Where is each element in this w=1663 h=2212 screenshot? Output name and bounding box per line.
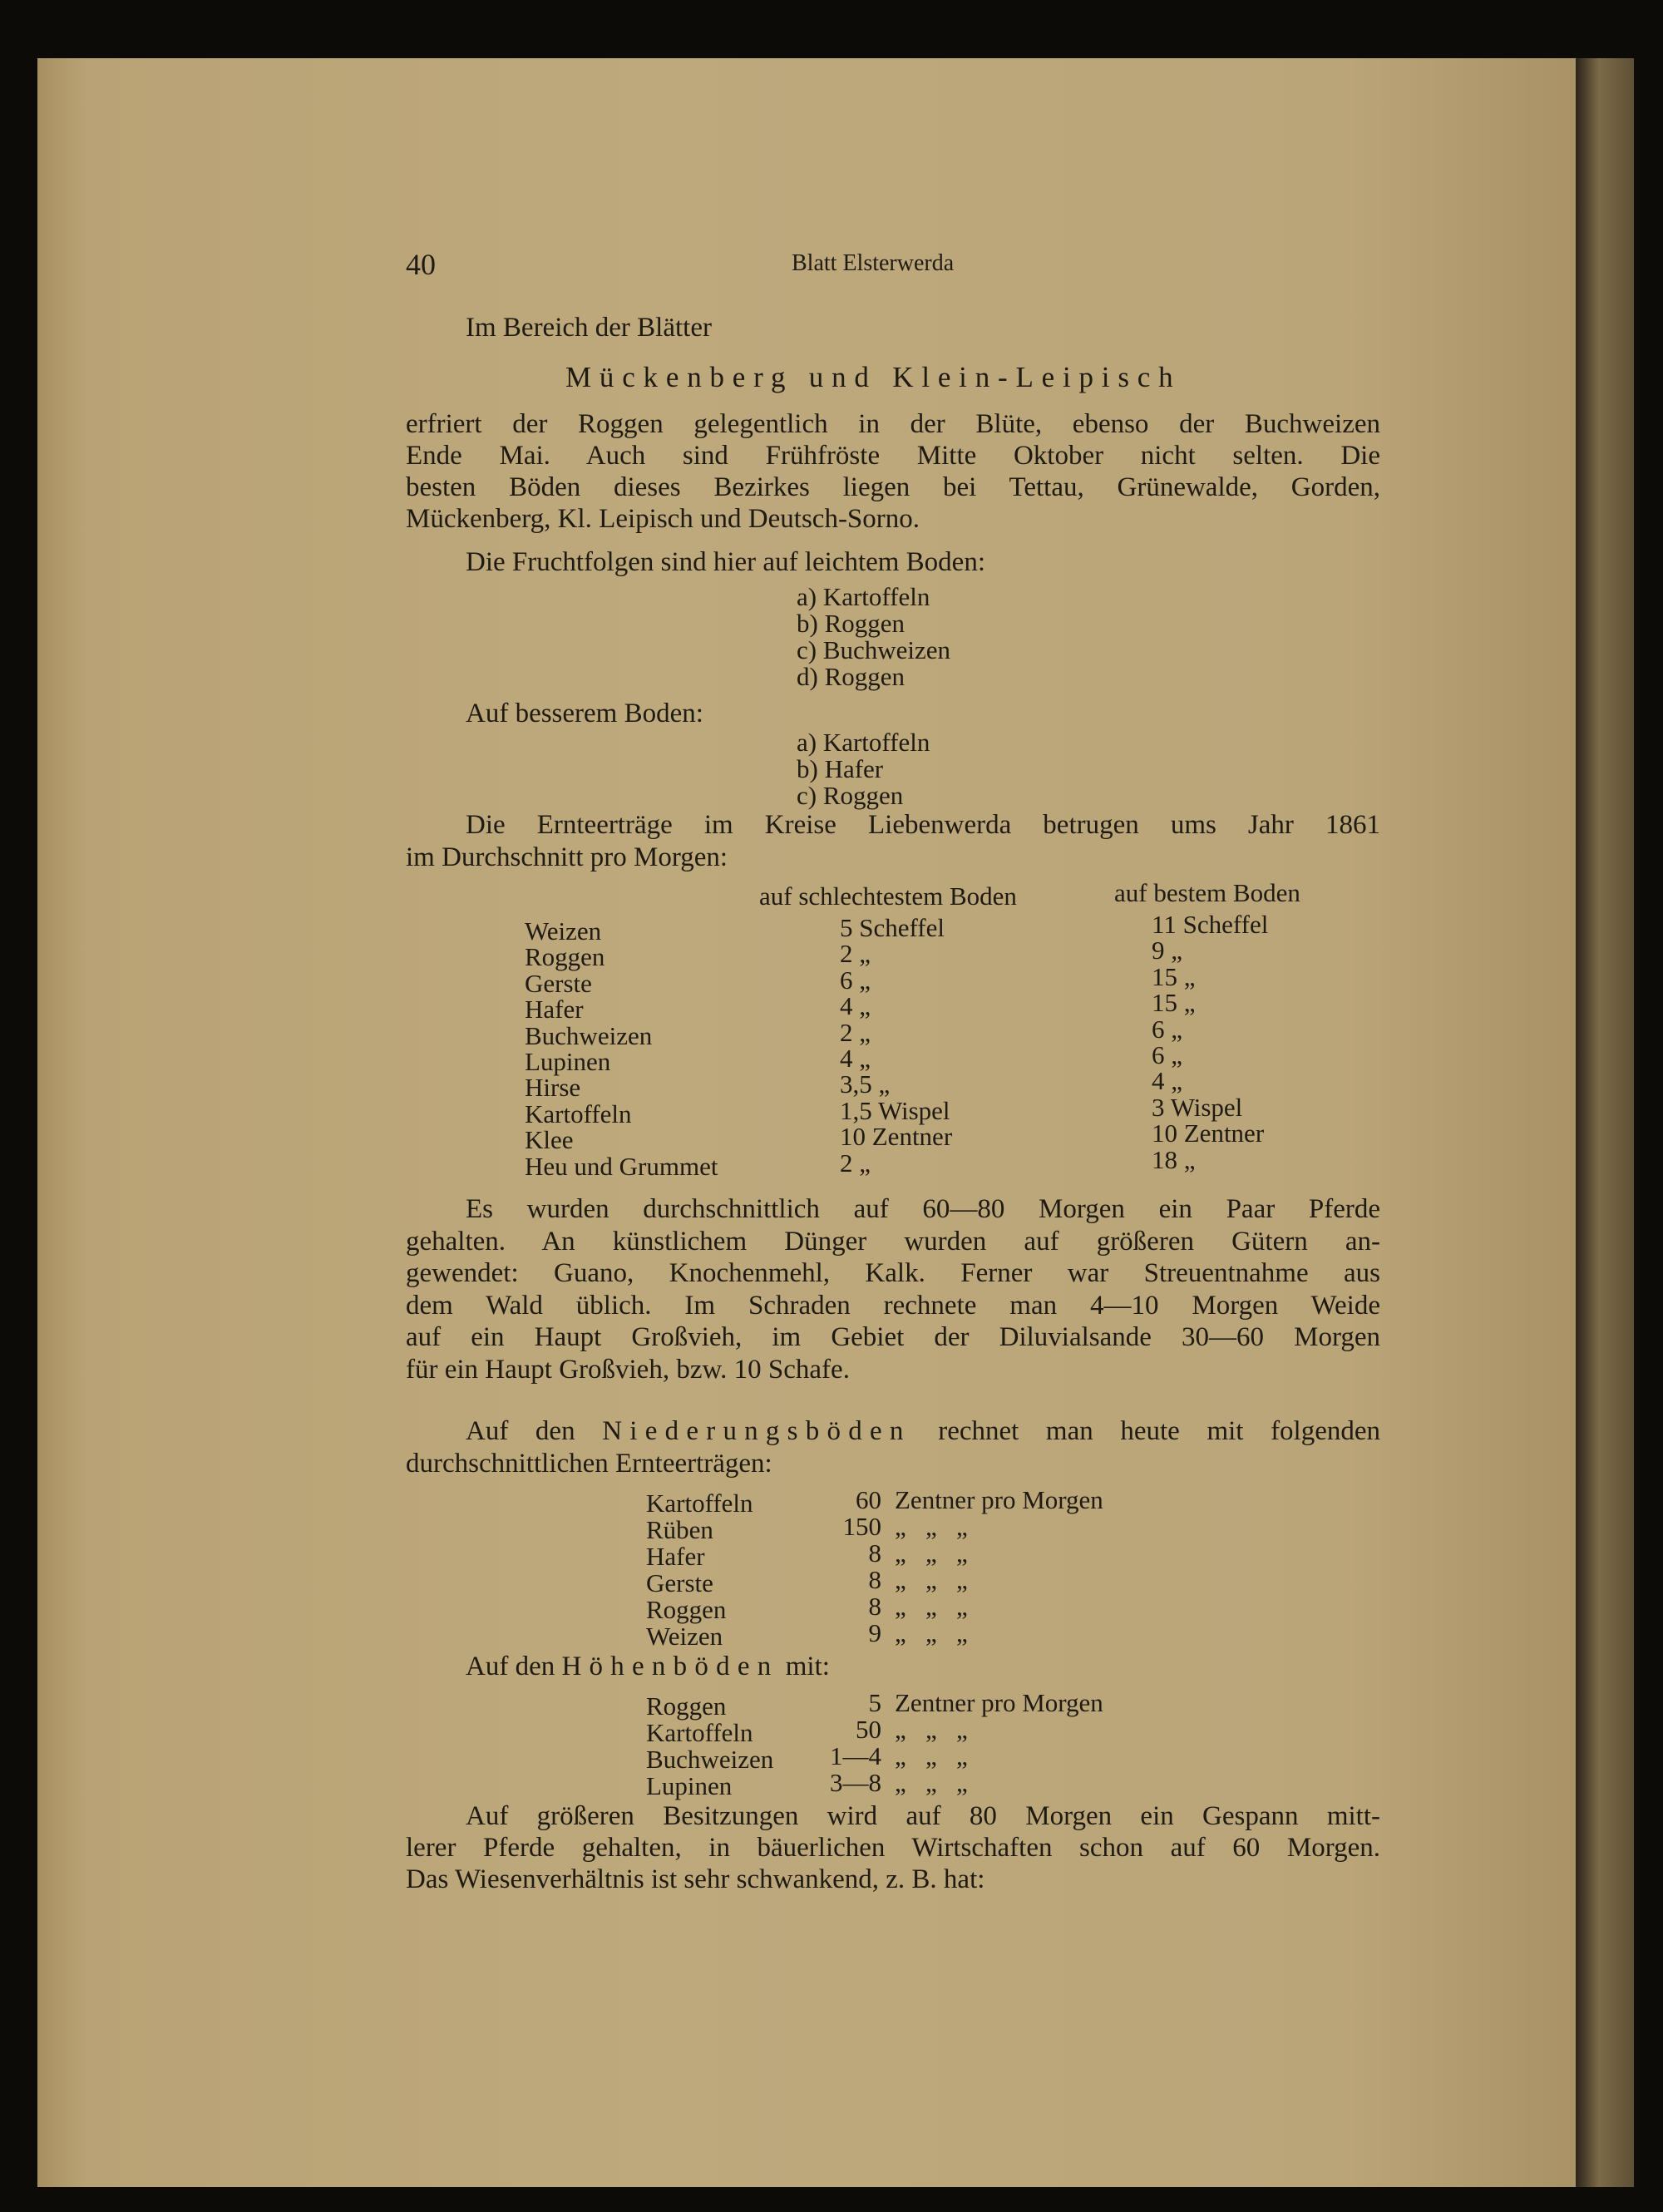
crop-name: Rüben xyxy=(646,1515,713,1544)
text: Auf den xyxy=(466,1652,555,1681)
worst-yield: 2 „ xyxy=(840,939,871,969)
worst-yield: 10 Zentner xyxy=(840,1122,953,1152)
spaced-term: Niederungsböden xyxy=(602,1416,911,1446)
paragraph-line: gewendet: Guano, Knochenmehl, Kalk. Ferner war Streuentnahme aus xyxy=(406,1258,1380,1288)
yield-unit: „ „ „ xyxy=(895,1538,968,1568)
yield-unit: Zentner pro Morgen xyxy=(895,1485,1103,1514)
paragraph-line: lerer Pferde gehalten, in bäuerlichen Wirtschaften schon auf 60 Morgen. xyxy=(406,1833,1380,1863)
worst-yield: 6 „ xyxy=(840,965,871,995)
crop-name: Roggen xyxy=(525,942,605,972)
yield-unit: Zentner pro Morgen xyxy=(895,1688,1103,1717)
best-yield: 6 „ xyxy=(1152,1040,1183,1069)
crop-name: Gerste xyxy=(646,1568,713,1597)
best-yield: 18 „ xyxy=(1152,1144,1196,1174)
worst-yield: 4 „ xyxy=(840,991,871,1021)
crop-name: Kartoffeln xyxy=(646,1489,753,1518)
yield-value: 60 xyxy=(856,1485,881,1514)
paragraph-line: gehalten. An künstlichem Dünger wurden auf größeren Gütern an- xyxy=(406,1226,1380,1257)
paragraph-line: Das Wiesenverhältnis ist sehr schwankend, z. B. hat: xyxy=(406,1864,985,1894)
list-item: c) Buchweizen xyxy=(797,635,951,664)
crop-name: Hafer xyxy=(646,1542,705,1571)
list-item: a) Kartoffeln xyxy=(797,582,930,611)
crop-name: Kartoffeln xyxy=(525,1099,632,1128)
yield-value: 8 xyxy=(868,1538,881,1568)
yield-value: 50 xyxy=(856,1715,881,1744)
crop-name: Roggen xyxy=(646,1595,727,1624)
page-number: 40 xyxy=(406,248,436,281)
table-header-worst: auf schlechtestem Boden xyxy=(759,881,1017,911)
yield-unit: „ „ „ xyxy=(895,1768,968,1797)
list-item: b) Roggen xyxy=(797,609,906,638)
crop-name: Lupinen xyxy=(525,1047,611,1076)
spaced-term: Höhenböden xyxy=(561,1652,779,1681)
paragraph-line: für ein Haupt Großvieh, bzw. 10 Schafe. xyxy=(406,1354,850,1385)
crop-name: Roggen xyxy=(646,1691,727,1721)
best-yield: 4 „ xyxy=(1152,1066,1183,1096)
paragraph-line: erfriert der Roggen gelegentlich in der Blüte, ebenso der Buchweizen xyxy=(406,409,1380,439)
list-item: c) Roggen xyxy=(797,781,904,810)
next-page-edge xyxy=(1576,58,1634,2187)
yield-value: 150 xyxy=(842,1512,881,1541)
table-header-best: auf bestem Boden xyxy=(1114,878,1300,907)
crop-name: Hirse xyxy=(525,1073,581,1103)
worst-yield: 2 „ xyxy=(840,1148,871,1178)
crop-name: Klee xyxy=(525,1125,574,1155)
yield-value: 9 xyxy=(868,1618,881,1647)
best-yield: 6 „ xyxy=(1152,1014,1183,1044)
paragraph-line: Es wurden durchschnittlich auf 60—80 Morgen ein Paar Pferde xyxy=(466,1194,1380,1224)
best-yield: 10 Zentner xyxy=(1152,1118,1265,1148)
best-yield: 11 Scheffel xyxy=(1152,910,1269,939)
worst-yield: 5 Scheffel xyxy=(840,913,945,942)
crop-name: Kartoffeln xyxy=(646,1718,753,1747)
rotation-better-label: Auf besserem Boden: xyxy=(466,699,703,728)
text: Auf den xyxy=(466,1416,575,1446)
yield-value: 5 xyxy=(868,1688,881,1717)
list-item: a) Kartoffeln xyxy=(797,728,930,757)
yield-value: 3—8 xyxy=(830,1768,881,1797)
yield-value: 1—4 xyxy=(830,1741,881,1770)
paragraph-line: Auf größeren Besitzungen wird auf 80 Morgen ein Gespann mitt- xyxy=(466,1801,1380,1831)
best-yield: 3 Wispel xyxy=(1152,1092,1243,1122)
upland-intro xyxy=(466,1653,830,1681)
lowland-intro-line2: durchschnittlichen Ernteerträgen: xyxy=(406,1449,772,1479)
intro-text: Im Bereich der Blätter xyxy=(466,313,712,343)
worst-yield: 1,5 Wispel xyxy=(840,1095,950,1125)
crop-name: Buchweizen xyxy=(525,1020,653,1050)
crop-name: Weizen xyxy=(646,1622,723,1651)
paragraph-line: Ende Mai. Auch sind Frühfröste Mitte Oktober nicht selten. Die xyxy=(406,441,1380,471)
best-yield: 15 „ xyxy=(1152,961,1196,991)
list-item: b) Hafer xyxy=(797,754,884,783)
crop-name: Weizen xyxy=(525,916,602,946)
paragraph-line: dem Wald üblich. Im Schraden rechnete man 4—10 Morgen Weide xyxy=(406,1290,1380,1321)
best-yield: 9 „ xyxy=(1152,936,1183,965)
crop-name: Heu und Grummet xyxy=(525,1151,718,1181)
yield-value: 8 xyxy=(868,1565,881,1594)
yield-unit: „ „ „ xyxy=(895,1618,968,1647)
yields-intro-line: im Durchschnitt pro Morgen: xyxy=(406,842,728,872)
yield-unit: „ „ „ xyxy=(895,1592,968,1621)
paragraph-line: Mückenberg, Kl. Leipisch und Deutsch-Sorno. xyxy=(406,504,920,534)
worst-yield: 2 „ xyxy=(840,1017,871,1047)
crop-name: Buchweizen xyxy=(646,1745,774,1774)
text: rechnet man heute mit folgenden xyxy=(938,1416,1381,1446)
best-yield: 15 „ xyxy=(1152,988,1196,1018)
paragraph-line: auf ein Haupt Großvieh, im Gebiet der Diluvialsande 30—60 Morgen xyxy=(406,1322,1380,1352)
crop-name: Hafer xyxy=(525,995,584,1025)
yield-value: 8 xyxy=(868,1592,881,1621)
yields-intro-line: Die Ernteerträge im Kreise Liebenwerda betrugen ums Jahr 1861 xyxy=(466,810,1380,840)
crop-name: Lupinen xyxy=(646,1771,733,1800)
worst-yield: 4 „ xyxy=(840,1044,871,1073)
text: mit: xyxy=(785,1652,830,1681)
worst-yield: 3,5 „ xyxy=(840,1069,891,1099)
yield-unit: „ „ „ xyxy=(895,1512,968,1541)
running-title: Blatt Elsterwerda xyxy=(792,250,955,276)
yield-unit: „ „ „ xyxy=(895,1715,968,1744)
crop-name: Gerste xyxy=(525,968,592,998)
lowland-intro xyxy=(466,1418,1380,1445)
rotation-light-label: Die Fruchtfolgen sind hier auf leichtem Boden: xyxy=(466,547,986,577)
yield-unit: „ „ „ xyxy=(895,1565,968,1594)
yield-unit: „ „ „ xyxy=(895,1741,968,1770)
paragraph-line: besten Böden dieses Bezirkes liegen bei Tettau, Grünewalde, Gorden, xyxy=(406,472,1380,502)
section-heading: Mückenberg und Klein-Leipisch xyxy=(565,361,1182,393)
list-item: d) Roggen xyxy=(797,662,906,691)
